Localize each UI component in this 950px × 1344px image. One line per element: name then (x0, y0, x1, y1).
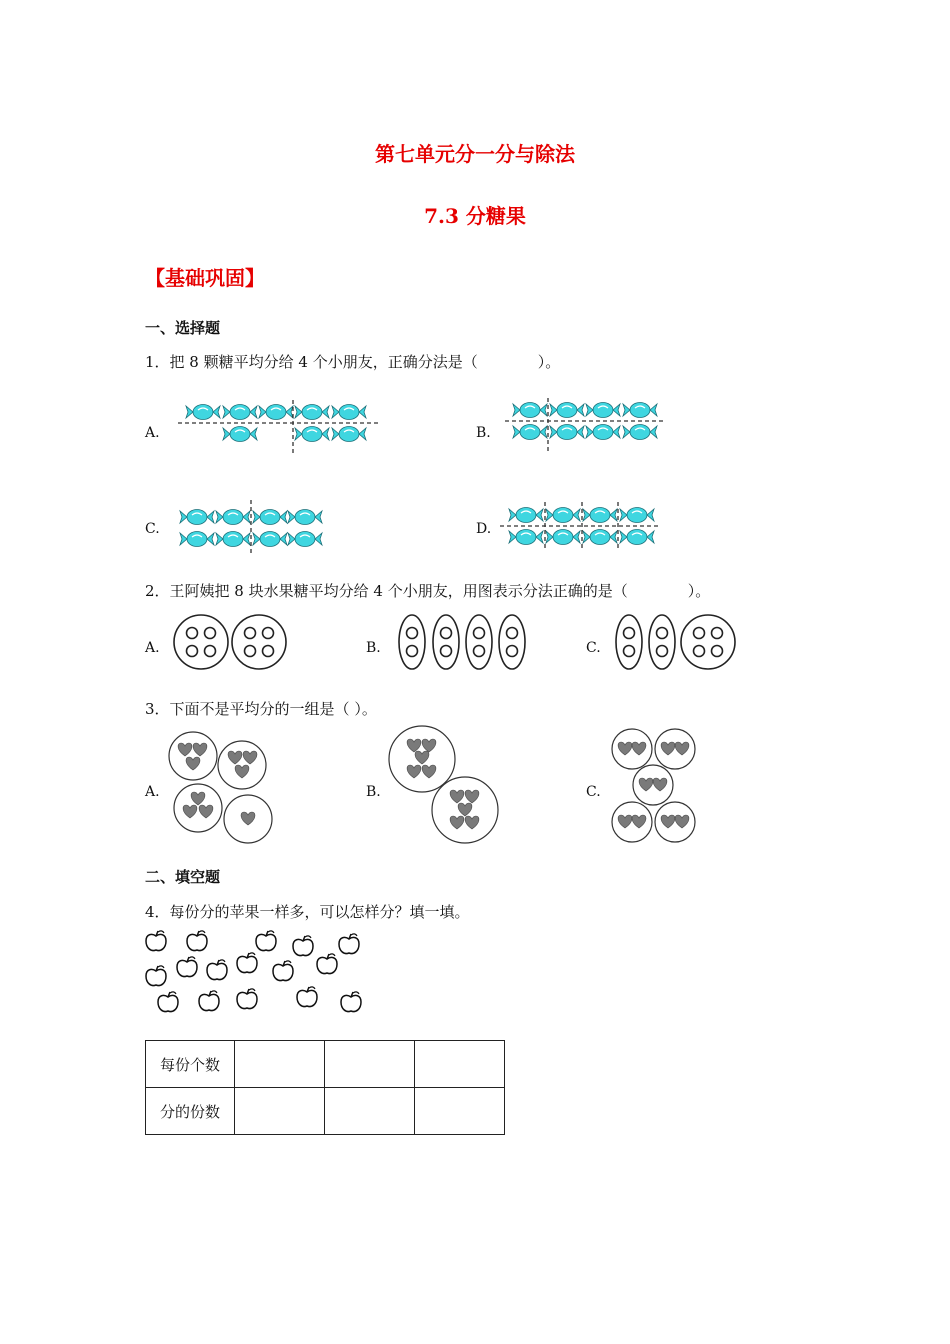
q1-option-d-label: D. (476, 521, 492, 537)
answer-cell[interactable] (235, 1041, 325, 1088)
q2-option-b-label: B. (366, 640, 381, 656)
answer-cell[interactable] (415, 1041, 505, 1088)
q3-option-c-label: C. (586, 784, 601, 800)
question-4: 4．每份分的苹果一样多，可以怎样分？填一填。 (145, 903, 470, 921)
section-heading: 【基础巩固】 (145, 266, 265, 290)
table-row (146, 1088, 505, 1135)
part-heading-fill: 二、填空题 (145, 868, 221, 886)
question-3: 3．下面不是平均分的一组是（ ）。 (145, 700, 377, 718)
q4-fill-table (145, 1040, 505, 1135)
q1-option-c-label: C. (145, 521, 160, 537)
page-title: 第七单元分一分与除法 (375, 142, 575, 166)
answer-cell[interactable] (325, 1041, 415, 1088)
q1-option-a-label: A. (145, 425, 160, 441)
q3-option-a-label: A. (145, 784, 160, 800)
question-2: 2．王阿姨把 8 块水果糖平均分给 4 个小朋友，用图表示分法正确的是（ ）。 (145, 582, 711, 600)
answer-cell[interactable] (325, 1088, 415, 1135)
q1-option-b-label: B. (476, 425, 491, 441)
q2-option-a-label: A. (145, 640, 160, 656)
table-row-label: 每份个数 (146, 1041, 235, 1088)
answer-cell[interactable] (415, 1088, 505, 1135)
part-heading-choice: 一、选择题 (145, 319, 221, 337)
lesson-title: 7.3 分糖果 (424, 204, 526, 228)
table-row-label: 分的份数 (146, 1088, 235, 1135)
question-1: 1．把 8 颗糖平均分给 4 个小朋友，正确分法是（ ）。 (145, 353, 561, 371)
answer-cell[interactable] (235, 1088, 325, 1135)
q2-option-c-label: C. (586, 640, 601, 656)
q3-option-b-label: B. (366, 784, 381, 800)
table-row (146, 1041, 505, 1088)
